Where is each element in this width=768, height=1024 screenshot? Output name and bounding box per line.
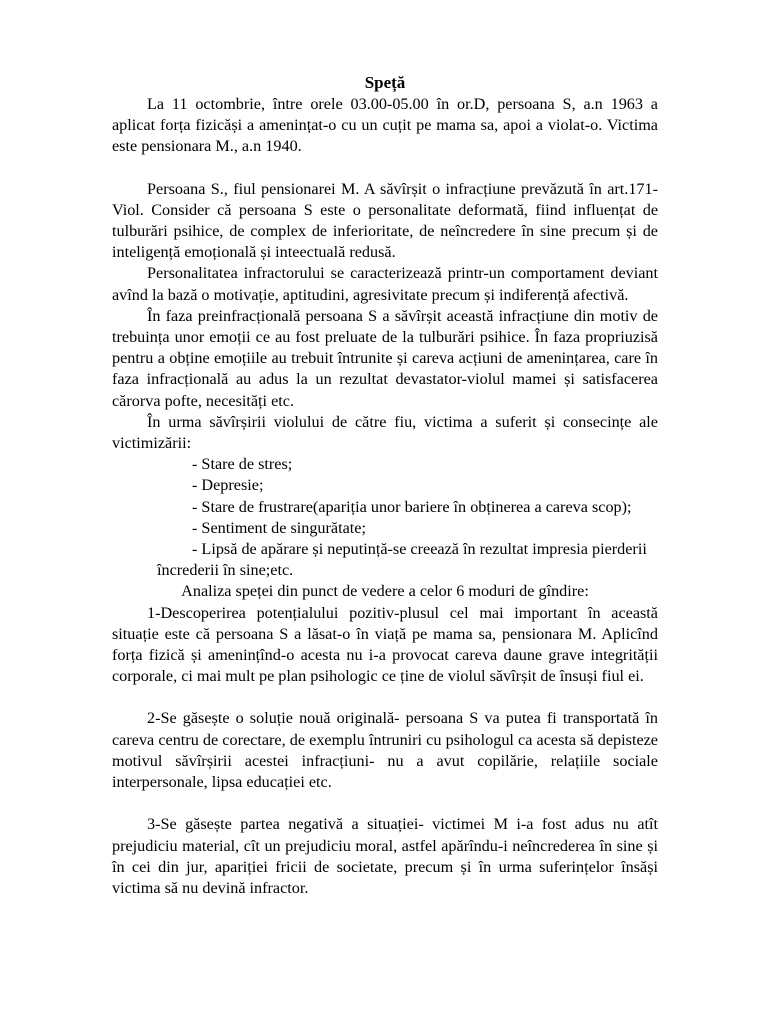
list-item-line: - Lipsă de apărare și neputință-se creează în rezultat impresia pierderii (192, 540, 647, 559)
consequences-list (112, 454, 658, 581)
analysis-point-2: 2-Se găsește o soluție nouă originală- persoana S va putea fi transportată în careva centru de corectare, de exemplu întruniri cu psihologul ca acesta să depisteze motivul săvîrșirii acestei infracțiuni- nu a avut copilărie, relațiile sociale interpersonale, lipsa educației etc. (112, 709, 658, 792)
list-item-continuation: încrederii în sine;etc. (157, 561, 294, 580)
paragraph-spacer (112, 793, 658, 814)
document-title: Speță (364, 73, 406, 92)
paragraph-consequences: În urma săvîrșirii violului de către fiu, victima a suferit și consecințe ale victimizării: (112, 412, 658, 453)
analysis-point-1: 1-Descoperirea potențialului pozitiv-plusul cel mai important în această situație este că persoana S a lăsat-o în viață pe mama sa, pensionara M. Aplicînd forța fizică și amenințînd-o acesta nu i-a provocat careva daune grave integrității corporale, ci mai mult pe plan psihologic ce ține de violul săvîrșit de însuși fiul ei. (112, 603, 658, 686)
document-body (112, 72, 658, 899)
list-item: - Stare de stres; (192, 455, 293, 474)
list-item: - Stare de frustrare(apariția unor bariere în obținerea a careva scop); (192, 497, 632, 516)
paragraph-phases: În faza preinfracțională persoana S a săvîrșit această infracțiune din motiv de trebuința unor emoții ce au fost preluate de la tulburări psihice. În faza propriuzisă pentru a obține emoțiile au trebuit întrunite și careva acțiuni de amenințarea, care în faza infracțională au adus la un rezultat devastator-violul mamei și satisfacerea cărorva pofte, necesități etc. (112, 306, 658, 410)
paragraph-personality: Personalitatea infractorului se caracterizează printr-un comportament deviant avînd la bază o motivație, aptitudini, agresivitate precum și indiferență afectivă. (112, 264, 658, 304)
analysis-heading: Analiza speței din punct de vedere a celor 6 moduri de gîndire: (181, 582, 589, 601)
paragraph-spacer (112, 158, 658, 179)
intro-paragraph: La 11 octombrie, între orele 03.00-05.00 în or.D, persoana S, a.n 1963 a aplicat forța fizicăși a amenințat-o cu un cuțit pe mama sa, apoi a violat-o. Victima este pensionara M., a.n 1940. (112, 95, 658, 156)
analysis-point-3: 3-Se găsește partea negativă a situației- victimei M i-a fost adus nu atît prejudiciu material, cît un prejudiciu moral, astfel apărîndu-i neîncrederea în sine și în cei din jur, apariției fricii de societate, precum și în urma suferințelor însăși victima să nu devină infractor. (112, 815, 658, 897)
list-item: - Sentiment de singurătate; (192, 518, 366, 537)
paragraph-spacer (112, 687, 658, 708)
list-item: - Depresie; (192, 476, 264, 495)
list-item (157, 539, 658, 581)
paragraph-offender: Persoana S., fiul pensionarei M. A săvîrșit o infracțiune prevăzută în art.171- Viol. Consider că persoana S este o personalitate deformată, fiind influențat de tulburări psihice, de complex de inferioritate, de neîncredere în sine precum și de inteligență emoțională și inteectuală redusă. (112, 179, 658, 262)
